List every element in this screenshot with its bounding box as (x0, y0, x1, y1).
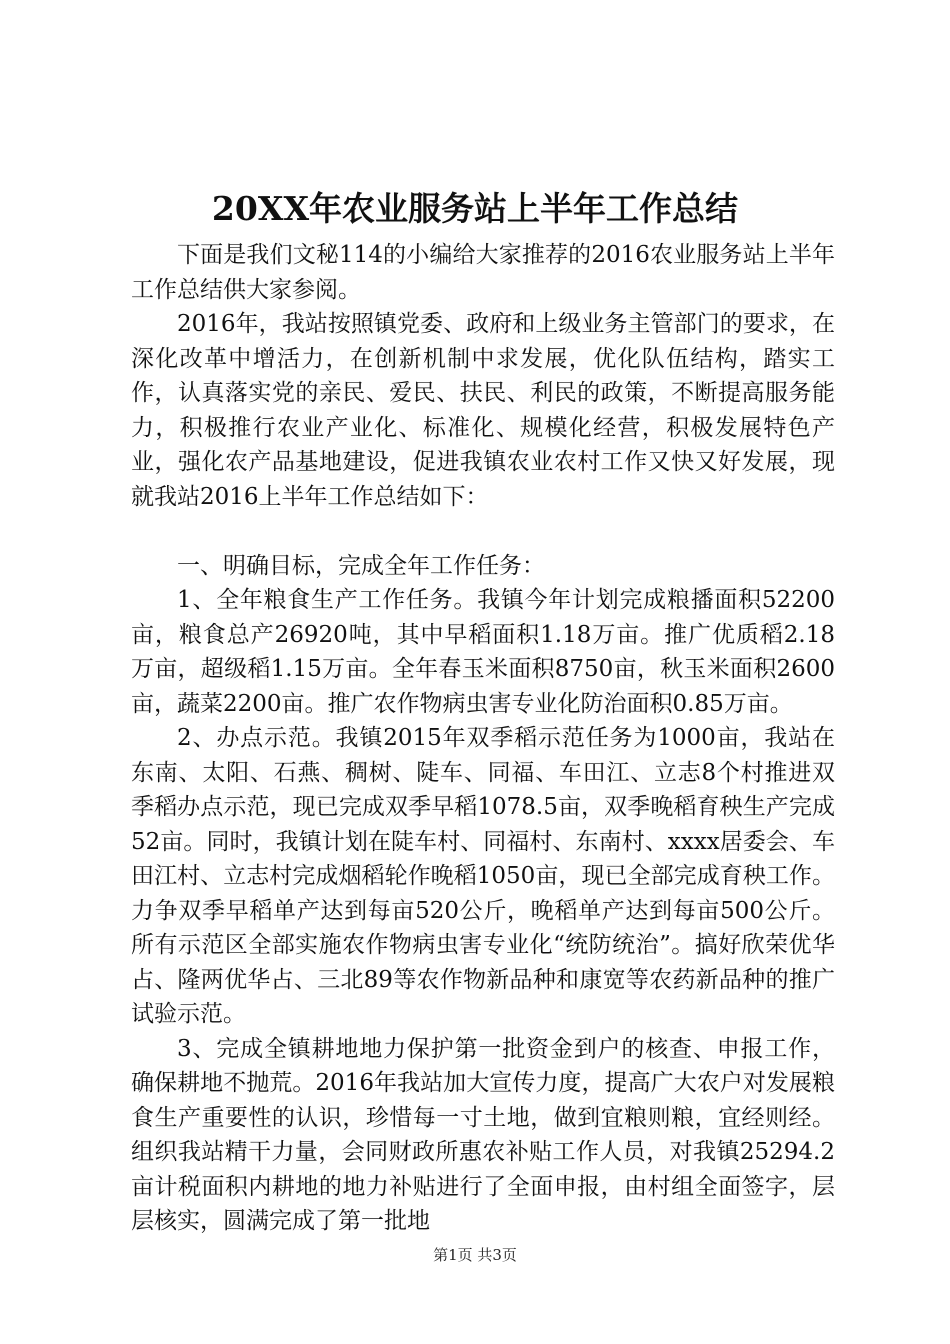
paragraph-item-1: 1、全年粮食生产工作任务。我镇今年计划完成粮播面积52200亩，粮食总产26920吨，其中早稻面积1.18万亩。推广优质稻2.18万亩，超级稻1.15万亩。全年春玉米面积8750亩，秋玉米面积2600亩，蔬菜2200亩。推广农作物病虫害专业化防治面积0.85万亩。 (131, 587, 835, 717)
document-title: 20XX年农业服务站上半年工作总结 (211, 189, 739, 228)
page-footer: 第1页 共3页 (433, 1246, 517, 1264)
paragraph-item-3: 3、完成全镇耕地地力保护第一批资金到户的核查、申报工作，确保耕地不抛荒。2016年我站加大宣传力度，提高广大农户对发展粮食生产重要性的认识，珍惜每一寸土地，做到宜粮则粮，宜经则经。组织我站精干力量，会同财政所惠农补贴工作人员，对我镇25294.2亩计税面积内耕地的地力补贴进行了全面申报，由村组全面签字，层层核实，圆满完成了第一批地 (131, 1035, 835, 1234)
section-heading-1: 一、明确目标，完成全年工作任务： (177, 552, 545, 579)
paragraph-overview: 2016年，我站按照镇党委、政府和上级业务主管部门的要求，在深化改革中增活力，在创新机制中求发展，优化队伍结构，踏实工作，认真落实党的亲民、爱民、扶民、利民的政策，不断提高服务能力，积极推行农业产业化、标准化、规模化经营，积极发展特色产业，强化农产品基地建设，促进我镇农业农村工作又快又好发展，现就我站2016上半年工作总结如下： (131, 311, 835, 510)
document-body (131, 238, 835, 1239)
paragraph-item-2: 2、办点示范。我镇2015年双季稻示范任务为1000亩，我站在东南、太阳、石燕、稠树、陡车、同福、车田江、立志8个村推进双季稻办点示范，现已完成双季早稻1078.5亩，双季晚稻育秧生产完成52亩。同时，我镇计划在陡车村、同福村、东南村、xxxx居委会、车田江村、立志村完成烟稻轮作晚稻1050亩，现已全部完成育秧工作。力争双季早稻单产达到每亩520公斤，晚稻单产达到每亩500公斤。所有示范区全部实施农作物病虫害专业化“统防统治”。搞好欣荣优华占、隆两优华占、三北89等农作物新品种和康宽等农药新品种的推广试验示范。 (131, 725, 835, 1027)
paragraph-intro: 下面是我们文秘114的小编给大家推荐的2016农业服务站上半年工作总结供大家参阅。 (131, 242, 835, 303)
